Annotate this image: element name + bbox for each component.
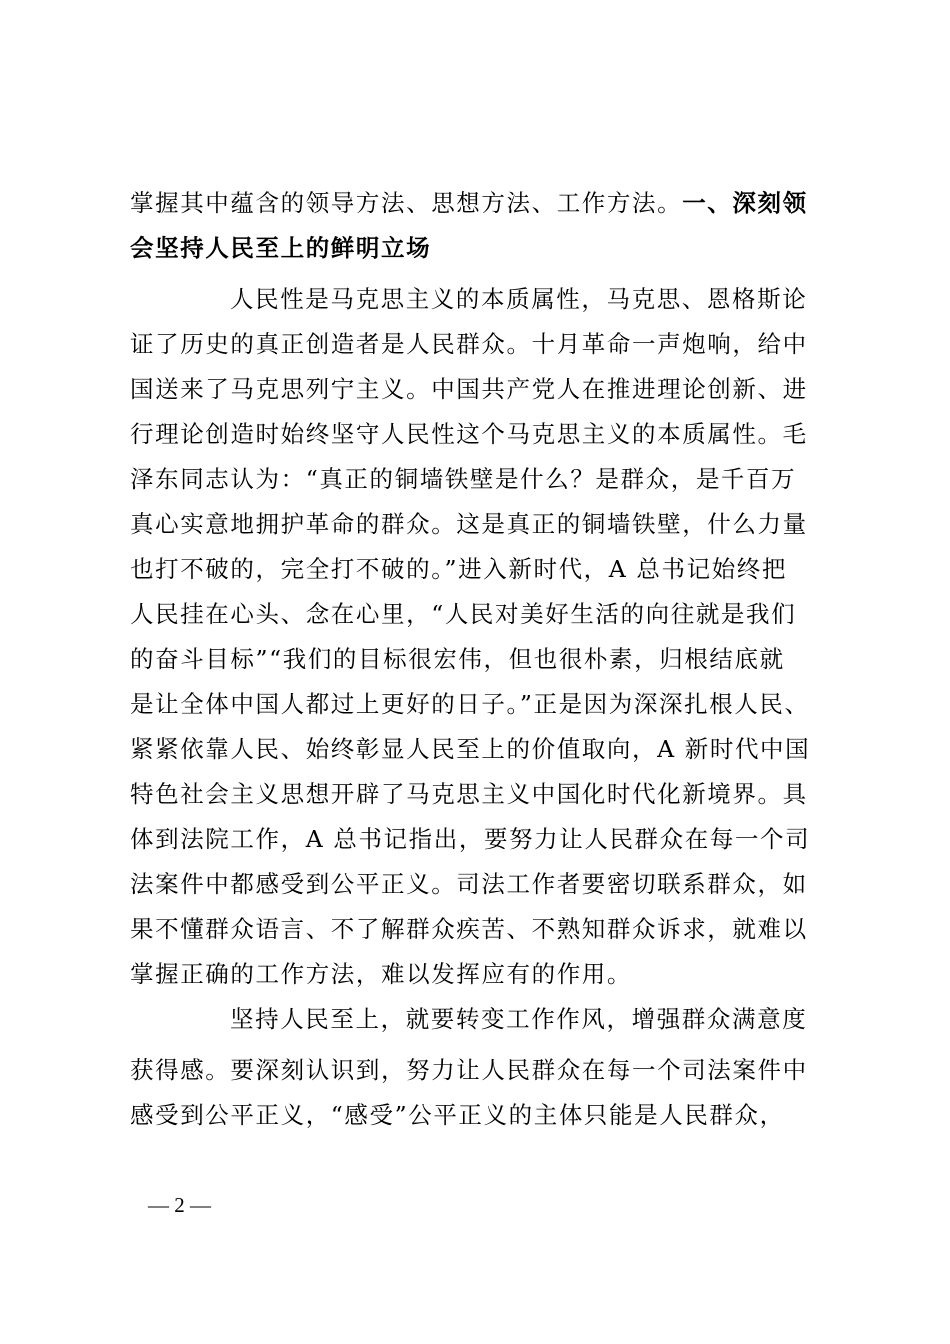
line-text: 证了历史的真正创造者是人民群众。十月革命一声炮响，给中 [130,330,808,358]
line-text: 获得感。要深刻认识到，努力让人民群众在每一个司法案件中 [130,1056,808,1084]
text-line [130,552,830,586]
text-line [130,282,830,316]
text-line [130,867,830,901]
line-text: 真心实意地拥护革命的群众。这是真正的铜墙铁壁，什么力量 [130,510,808,538]
line-text: 也打不破的，完全打不破的。”进入新时代，A 总书记始终把 [130,555,788,583]
text-line [130,1002,830,1036]
text-line [130,642,830,676]
line-text: 掌握正确的工作方法，难以发挥应有的作用。 [130,960,632,988]
text-line [130,777,830,811]
text-line [130,372,830,406]
line-text: 法案件中都感受到公平正义。司法工作者要密切联系群众，如 [130,870,808,898]
text-line [130,912,830,946]
text-line [130,507,830,541]
text-line [130,597,830,631]
text-line [130,462,830,496]
text-line [130,186,830,220]
line-text: 国送来了马克思列宁主义。中国共产党人在推进理论创新、进 [130,375,808,403]
line-text: 泽东同志认为：“真正的铜墙铁壁是什么？是群众，是千百万 [130,465,797,493]
section-heading: 一、深刻领 [682,189,808,217]
line-text: 感受到公平正义，“感受”公平正义的主体只能是人民群众， [130,1101,785,1129]
text-line [130,231,830,265]
line-text: 特色社会主义思想开辟了马克思主义中国化时代化新境界。具 [130,780,808,808]
line-text: 坚持人民至上，就要转变工作作风，增强群众满意度 [230,1005,808,1033]
line-text: 行理论创造时始终坚守人民性这个马克思主义的本质属性。毛 [130,420,808,448]
section-heading: 会坚持人民至上的鲜明立场 [130,234,432,262]
page-number: — 2 — [148,1193,211,1217]
line-text: 人民挂在心头、念在心里，“人民对美好生活的向往就是我们 [130,600,797,628]
line-text: 紧紧依靠人民、始终彰显人民至上的价值取向，A 新时代中国 [130,735,811,763]
line-text: 掌握其中蕴含的领导方法、思想方法、工作方法。 [130,189,683,217]
line-text: 果不懂群众语言、不了解群众疾苦、不熟知群众诉求，就难以 [130,915,808,943]
text-line [130,732,830,766]
text-line [130,957,830,991]
line-text: 人民性是马克思主义的本质属性，马克思、恩格斯论 [230,285,808,313]
line-text: 的奋斗目标”“我们的目标很宏伟，但也很朴素，归根结底就 [130,645,785,673]
line-text: 是让全体中国人都过上更好的日子。”正是因为深深扎根人民、 [130,690,810,718]
text-line [130,1098,830,1132]
text-line [130,327,830,361]
line-text: 体到法院工作，A 总书记指出，要努力让人民群众在每一个司 [130,825,811,853]
text-line [130,1053,830,1087]
text-line [130,822,830,856]
text-line [130,417,830,451]
text-line [130,687,830,721]
